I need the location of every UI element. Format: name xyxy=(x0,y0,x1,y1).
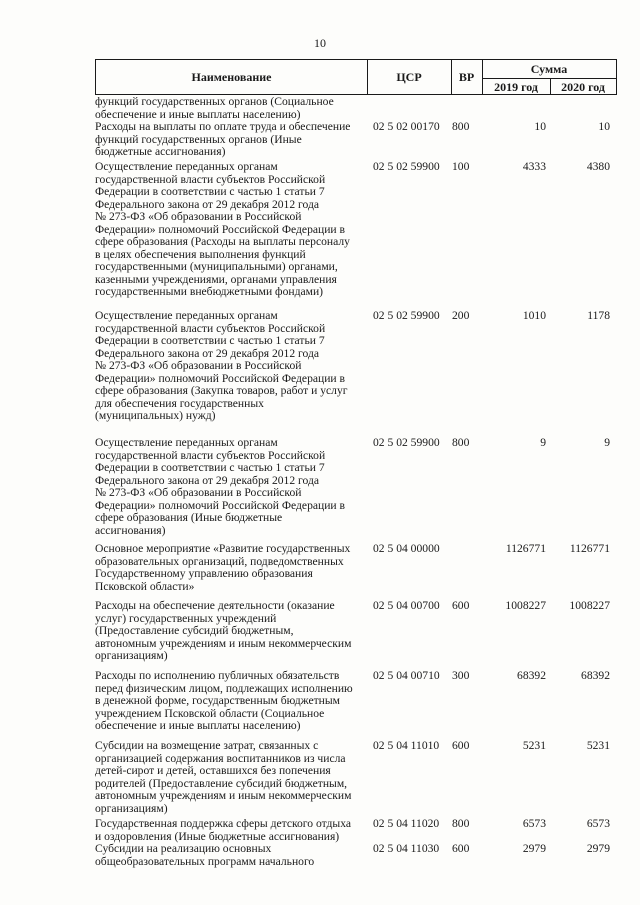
row-name-line: Государственная поддержка сферы детского отдыха xyxy=(95,817,352,830)
row-vr: 100 xyxy=(452,160,470,173)
row-name xyxy=(95,161,370,299)
row-name-line: Субсидии на возмещение затрат, связанных с xyxy=(95,739,319,752)
row-name xyxy=(95,600,370,663)
row-name-line: для обеспечения государственных xyxy=(95,396,264,410)
row-csr: 02 5 02 59900 xyxy=(373,436,440,449)
row-name xyxy=(95,843,370,868)
row-name-line: государственной власти субъектов Российской xyxy=(95,321,326,335)
row-name-line: Федерации в соответствии с частью 1 статьи 7 xyxy=(95,461,325,474)
row-name-line: образовательных организаций, подведомственных xyxy=(95,554,344,568)
row-vr: 800 xyxy=(452,436,470,449)
row-name-line: Расходы по исполнению публичных обязательств xyxy=(95,669,340,682)
row-csr: 02 5 02 59900 xyxy=(373,160,440,173)
row-name-line: Федерации» полномочий Российской Федерации в xyxy=(95,222,345,236)
row-name-line: обеспечение и иные выплаты населению) xyxy=(95,107,301,121)
row-name-line: Федерации» полномочий Российской Федерации в xyxy=(95,371,345,385)
row-vr: 600 xyxy=(452,739,470,752)
row-name-line: Федерации» полномочий Российской Федерации в xyxy=(95,498,345,512)
row-name-line: и оздоровления (Иные бюджетные ассигнования) xyxy=(95,829,340,843)
row-name-line: организациям) xyxy=(95,801,168,815)
header-csr: ЦСР xyxy=(396,69,422,84)
row-name-line: Федерации в соответствии с частью 1 статьи 7 xyxy=(95,334,325,347)
row-name-line: Федерального закона от 29 декабря 2012 года xyxy=(95,346,320,360)
row-sum-2019: 2979 xyxy=(522,842,546,855)
row-csr: 02 5 04 00710 xyxy=(373,669,440,682)
row-name-line: организацией содержания воспитанников из числа xyxy=(95,751,346,765)
row-name-line: обеспечение и иные выплаты населению) xyxy=(95,719,301,732)
row-name-line: Федерального закона от 29 декабря 2012 года xyxy=(95,197,320,211)
header-2019: 2019 год xyxy=(494,79,538,94)
row-vr: 800 xyxy=(452,120,470,133)
row-sum-2019: 1010 xyxy=(522,309,546,322)
row-csr: 02 5 02 00170 xyxy=(373,120,440,133)
row-name-line: Субсидии на реализацию основных xyxy=(95,842,272,855)
row-name xyxy=(95,670,370,733)
row-name xyxy=(95,818,370,843)
page-number: 10 xyxy=(314,36,326,50)
row-name-line: учреждением Псковской области (Социальное xyxy=(95,706,325,720)
row-name-line: Осуществление переданных органам xyxy=(95,160,278,173)
row-name-line: родителей (Предоставление субсидий бюджетным, xyxy=(95,776,348,790)
row-name-line: организациям) xyxy=(95,649,168,662)
row-sum-2019: 6573 xyxy=(522,817,546,830)
row-name-line: в денежной форме, государственным бюджетным xyxy=(95,694,341,707)
row-name-line: государственными (муниципальными) органами, xyxy=(95,260,338,273)
row-sum-2019: 68392 xyxy=(517,669,546,682)
row-name-line: детей-сирот и детей, оставшихся без попечения xyxy=(95,764,331,777)
header-vr: ВР xyxy=(458,69,475,84)
row-name-line: Псковской области» xyxy=(95,579,195,593)
row-sum-2020: 4380 xyxy=(586,160,610,173)
row-name-line: функций государственных органов (Иные xyxy=(95,132,302,146)
row-name-line: сфере образования (Расходы на выплаты персоналу xyxy=(95,235,350,248)
row-sum-2020: 6573 xyxy=(586,817,610,830)
row-name-line: № 273-ФЗ «Об образовании в Российской xyxy=(95,486,302,499)
row-name-line: Расходы на обеспечение деятельности (оказание xyxy=(95,599,335,612)
row-name-line: казенными учреждениями, органами управления xyxy=(95,272,337,286)
row-vr: 600 xyxy=(452,842,470,855)
row-name xyxy=(95,121,370,159)
table-header xyxy=(95,59,617,95)
row-sum-2020: 5231 xyxy=(586,739,610,752)
row-name xyxy=(95,96,370,121)
row-name-line: общеобразовательных программ начального xyxy=(95,854,315,868)
row-vr: 800 xyxy=(452,817,470,830)
row-name-line: сфере образования (Закупка товаров, работ и услуг xyxy=(95,384,348,397)
row-sum-2019: 1008227 xyxy=(505,599,546,612)
row-name-line: в целях обеспечения выполнения функций xyxy=(95,247,306,261)
row-name-line: ассигнования) xyxy=(95,523,166,537)
row-name-line: перед физическим лицом, подлежащих исполнению xyxy=(95,681,353,695)
row-csr: 02 5 02 59900 xyxy=(373,309,440,322)
row-sum-2019: 10 xyxy=(534,120,546,133)
row-name-line: услуг) государственных учреждений xyxy=(95,611,277,625)
row-sum-2020: 1008227 xyxy=(569,599,610,612)
row-name xyxy=(95,310,370,423)
row-sum-2019: 9 xyxy=(540,436,546,449)
row-sum-2020: 1126771 xyxy=(569,542,610,555)
row-name-line: Государственному управлению образования xyxy=(95,567,313,580)
row-sum-2019: 5231 xyxy=(522,739,546,752)
header-name: Наименование xyxy=(191,69,272,84)
row-name-line: Федерального закона от 29 декабря 2012 года xyxy=(95,473,320,487)
row-name-line: государственной власти субъектов Российской xyxy=(95,172,326,186)
row-sum-2020: 10 xyxy=(598,120,610,133)
row-name-line: Расходы на выплаты по оплате труда и обеспечение xyxy=(95,120,351,133)
row-name-line: (муниципальных) нужд) xyxy=(95,409,216,422)
row-csr: 02 5 04 11020 xyxy=(373,817,440,830)
row-sum-2019: 4333 xyxy=(522,160,546,173)
row-vr: 300 xyxy=(452,669,470,682)
row-name-line: автономным учреждениям и иным некоммерческим xyxy=(95,636,352,650)
row-csr: 02 5 04 11010 xyxy=(373,739,440,752)
row-name-line: государственной власти субъектов Российской xyxy=(95,448,326,462)
row-name-line: № 273-ФЗ «Об образовании в Российской xyxy=(95,210,302,223)
row-name-line: № 273-ФЗ «Об образовании в Российской xyxy=(95,359,302,372)
row-name xyxy=(95,543,370,593)
header-sum: Сумма xyxy=(530,61,568,76)
row-sum-2020: 9 xyxy=(604,436,610,449)
row-name-line: Основное мероприятие «Развитие государственных xyxy=(95,542,351,555)
row-name-line: автономным учреждениям и иным некоммерческим xyxy=(95,789,352,802)
row-sum-2019: 1126771 xyxy=(505,542,546,555)
row-csr: 02 5 04 11030 xyxy=(373,842,440,855)
row-name-line: функций государственных органов (Социальное xyxy=(95,95,334,108)
row-sum-2020: 68392 xyxy=(581,669,610,682)
row-name xyxy=(95,437,370,537)
row-name-line: (Предоставление субсидий бюджетным, xyxy=(95,624,294,637)
row-name-line: Федерации в соответствии с частью 1 статьи 7 xyxy=(95,185,325,198)
row-vr: 600 xyxy=(452,599,470,612)
row-name xyxy=(95,740,370,815)
row-name-line: сфере образования (Иные бюджетные xyxy=(95,511,283,524)
row-name-line: Осуществление переданных органам xyxy=(95,436,278,449)
row-vr: 200 xyxy=(452,309,470,322)
row-sum-2020: 1178 xyxy=(587,309,610,322)
row-csr: 02 5 04 00700 xyxy=(373,599,440,612)
row-name-line: бюджетные ассигнования) xyxy=(95,145,226,158)
row-sum-2020: 2979 xyxy=(586,842,610,855)
row-name-line: Осуществление переданных органам xyxy=(95,309,278,322)
header-2020: 2020 год xyxy=(561,79,605,94)
row-name-line: государственными внебюджетными фондами) xyxy=(95,285,324,298)
row-csr: 02 5 04 00000 xyxy=(373,542,440,555)
